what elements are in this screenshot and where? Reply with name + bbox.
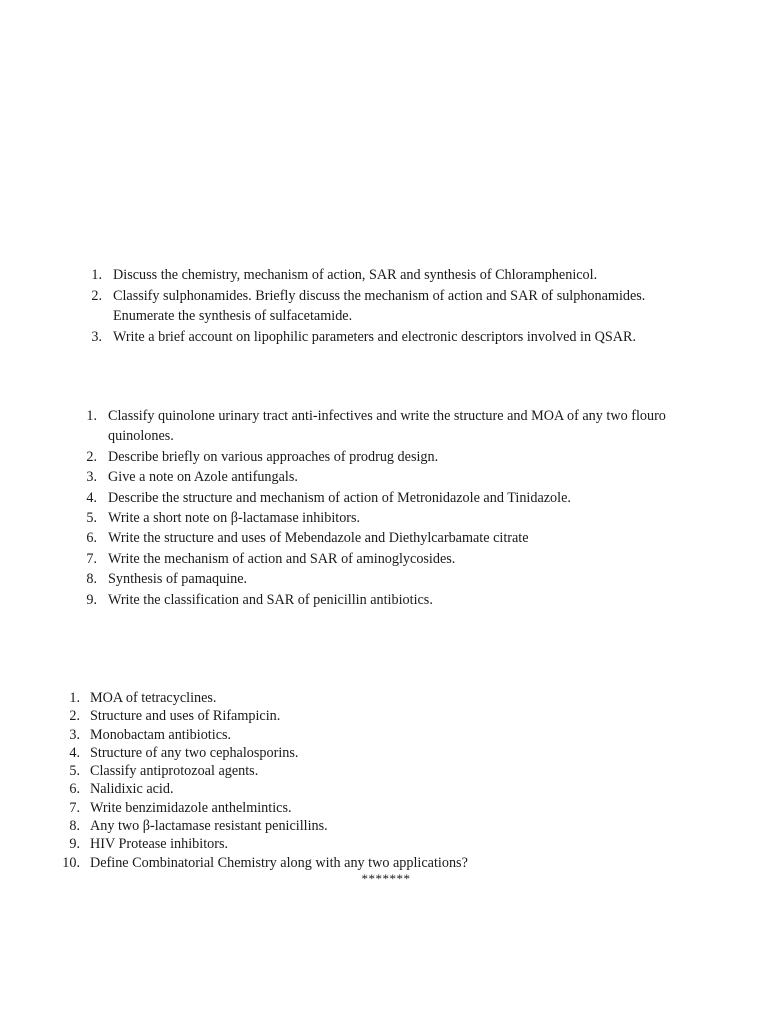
list-item (0, 780, 768, 798)
list-item (0, 528, 768, 548)
item-number: 4. (69, 744, 80, 761)
list-item (0, 835, 768, 853)
question-text: Synthesis of pamaquine. (108, 571, 248, 588)
question-text: Write a short note on β-lactamase inhibitors. (108, 510, 361, 527)
question-text: Write the mechanism of action and SAR of aminoglycosides. (108, 550, 456, 567)
list-item (0, 406, 768, 447)
item-number: 1. (69, 690, 80, 706)
item-number: 7. (69, 799, 80, 816)
list-item (0, 508, 768, 528)
question-text: Any two β-lactamase resistant penicillins. (90, 818, 328, 835)
end-of-paper-mark: ******* (361, 871, 411, 886)
question-text: Write benzimidazole anthelmintics. (90, 799, 292, 816)
very-short-answer-questions (0, 689, 768, 872)
item-number: 8. (86, 571, 97, 588)
item-number: 5. (69, 763, 80, 780)
item-number: 3. (69, 726, 80, 743)
question-text: Define Combinatorial Chemistry along with any two applications? (90, 854, 468, 871)
item-number: 1. (86, 408, 97, 424)
item-number: 8. (69, 818, 80, 835)
item-number: 10. (62, 854, 80, 871)
item-number: 7. (86, 550, 97, 567)
question-text: Structure of any two cephalosporins. (90, 744, 299, 761)
item-number: 1. (91, 267, 102, 283)
list-item (0, 467, 768, 487)
question-text: MOA of tetracyclines. (90, 690, 217, 706)
list-item (0, 799, 768, 817)
list-item (0, 569, 768, 589)
item-number: 9. (69, 836, 80, 853)
item-number: 2. (86, 448, 97, 465)
question-text: Classify antiprotozoal agents. (90, 763, 259, 780)
item-number: 2. (69, 708, 80, 725)
item-number: 4. (86, 489, 97, 506)
list-item (0, 590, 768, 610)
question-text: Give a note on Azole antifungals. (108, 469, 298, 486)
list-item (0, 707, 768, 725)
question-text: Classify sulphonamides. Briefly discuss the mechanism of action and SAR of sulphonamides. Enumerate the synthesis of sulfacetamide. (113, 287, 646, 324)
list-item (0, 447, 768, 467)
item-number: 3. (91, 328, 102, 345)
question-text: Describe briefly on various approaches of prodrug design. (108, 448, 439, 465)
list-item (0, 549, 768, 569)
list-item (0, 744, 768, 762)
long-answer-questions (0, 265, 768, 347)
question-text: Write a brief account on lipophilic parameters and electronic descriptors involved in QSAR. (113, 328, 637, 345)
list-item (0, 854, 768, 872)
question-text: Write the structure and uses of Mebendazole and Diethylcarbamate citrate (108, 530, 529, 547)
list-item (0, 817, 768, 835)
question-text: Monobactam antibiotics. (90, 726, 232, 743)
question-text: HIV Protease inhibitors. (90, 836, 229, 853)
short-answer-questions (0, 406, 768, 610)
question-text: Describe the structure and mechanism of action of Metronidazole and Tinidazole. (108, 489, 571, 506)
list-item (0, 327, 768, 348)
item-number: 6. (86, 530, 97, 547)
list-item (0, 762, 768, 780)
list-item (0, 488, 768, 508)
list-item (0, 286, 768, 327)
item-number: 2. (91, 287, 102, 304)
item-number: 9. (86, 591, 97, 608)
question-text: Write the classification and SAR of penicillin antibiotics. (108, 591, 433, 608)
list-item (0, 726, 768, 744)
question-text: Nalidixic acid. (90, 781, 174, 798)
list-item (0, 689, 768, 707)
item-number: 3. (86, 469, 97, 486)
list-item (0, 265, 768, 286)
item-number: 5. (86, 510, 97, 527)
question-text: Discuss the chemistry, mechanism of action, SAR and synthesis of Chloramphenicol. (113, 267, 598, 283)
question-text: Classify quinolone urinary tract anti-infectives and write the structure and MOA of any two flouro quinolones. (108, 408, 666, 445)
question-text: Structure and uses of Rifampicin. (90, 708, 281, 725)
item-number: 6. (69, 781, 80, 798)
